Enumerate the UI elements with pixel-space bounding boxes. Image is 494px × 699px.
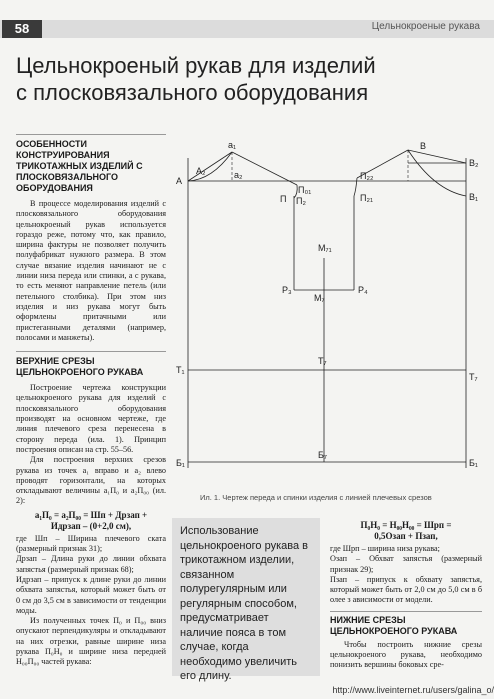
callout-box: Использование цельнокроеного рукава в трикотажном изделии, связанном полурегулярным или регулярным способом, предусматривает наличие пояса в том случае, когда необходимо увеличить его длину. (172, 518, 320, 676)
paragraph: В процессе моделирования изделий с плосковязального оборудования цельнокроеный рукав используется гораздо реже, потому что, как правило, ширина фактуры не позволяет получить полуфабрикат нужного размера. В этом случае вязание изделия начинают не с линии низа переда или спинки, а с рукава, то есть меняют направление петель (или петельного столбика). При этом низ изделия и низ рукава могут быть оформлены притачными или пристеганными деталями (например, полосами и манжеты). (16, 199, 166, 342)
section-body-features (16, 199, 166, 343)
title-line-1: Цельнокроеный рукав для изделий (16, 53, 376, 78)
label-a2: а₂ (234, 170, 243, 180)
label-T7: Т₇ (469, 372, 478, 382)
divider (330, 611, 482, 612)
label-P01: П₀₁ (298, 185, 312, 195)
page-number: 58 (2, 20, 42, 38)
section-body-lower-cuts (330, 640, 482, 671)
section-heading-features: ОСОБЕННОСТИ КОНСТРУИРОВАНИЯ ТРИКОТАЖНЫХ ИЗДЕЛИЙ С ПЛОСКОВЯЗАЛЬНОГО ОБОРУДОВАНИЯ (16, 139, 143, 193)
section-heading-lower-cuts: НИЖНИЕ СРЕЗЫ ЦЕЛЬНОКРОЕНОГО РУКАВА (330, 614, 458, 636)
definition: Дрзап – Длина руки до линии обхвата запястья (размерный признак 68); (16, 554, 166, 574)
title-line-2: с плосковязального оборудования (16, 80, 369, 105)
label-P3: Р₃ (282, 285, 292, 295)
label-a1: а₁ (228, 140, 237, 150)
formula-line-2: Идрзап – (0+2,0 см), (50, 520, 132, 531)
label-P: П (280, 194, 287, 204)
left-column (16, 134, 166, 668)
definition: где Шп – Ширина плечевого ската (размерный признак 31); (16, 533, 166, 554)
formula-line-2: 0,5Озап + Пзап, (374, 531, 438, 541)
label-T1: Т₁ (176, 365, 185, 375)
formula (16, 510, 166, 532)
label-P2: П₂ (296, 196, 306, 206)
running-title: Цельнокроеные рукава (371, 21, 480, 32)
label-A2: А₂ (196, 166, 206, 176)
page-title (16, 52, 486, 106)
right-column (330, 520, 482, 671)
label-M7: М₇ (314, 293, 325, 303)
divider (16, 351, 166, 352)
definitions (330, 544, 482, 606)
formula-line-1: П₀Н₀ = Н₀₀Н₀₀ = Шрп = (360, 520, 452, 530)
formula (330, 520, 482, 542)
label-B1: В₁ (469, 192, 479, 202)
label-P4: Р₄ (358, 285, 368, 295)
paragraph: Построение чертежа конструкции цельнокроеного рукава для изделий с плосковязального оборудования производят на основном чертеже, где линия плечевого среза перенесена в сторону переда (ила. 1). Принцип построения описан на стр. 55–56. (16, 383, 166, 454)
section-heading-upper-cuts: ВЕРХНИЕ СРЕЗЫ ЦЕЛЬНОКРОЕНОГО РУКАВА (16, 356, 144, 378)
label-B1-left: Б₁ (176, 458, 185, 468)
formula-line-1: а₁П₀ = а₂П₀₀ = Шп + Дрзап + (34, 509, 148, 520)
divider (16, 134, 166, 135)
label-P21: П₂₁ (360, 193, 373, 203)
section-body-upper-cuts (16, 383, 166, 507)
label-M71: М₇₁ (318, 243, 332, 253)
pattern-drawing (172, 138, 488, 490)
definition: Пзап – припуск к обхвату запястья, который может быть от 2,0 см до 5,0 см в б олее з ависимости от модели. (330, 574, 482, 605)
source-url: http://www.liveinternet.ru/users/galina_o/ (332, 685, 494, 695)
paragraph: Из полученных точек П₀ и П₀₀ вниз опускают перпендикуляры и откладывают на них отрезки, равные ширине низа рукава П₀Н₀ и ширине низа передней Н₀₀П₀₀ частей рукава: (16, 616, 166, 667)
label-B1-right: Б₁ (469, 458, 478, 468)
definition: где Шрп – ширина низа рукава; (330, 544, 440, 553)
paragraph: Чтобы построить нижние срезы цельнокроеного рукава, необходимо понизить вершины боковых сре- (330, 639, 482, 670)
definition: Озап – Обхват запястья (размерный признак 29); (330, 554, 482, 574)
definitions (16, 534, 166, 668)
definition: Идрзап – припуск к длине руки до линии обхвата запястья, который может быть от 0 см до 3,5 см в зависимости от тенденции моды. (16, 574, 166, 615)
label-B: В (420, 141, 427, 151)
label-B7: Б₇ (318, 450, 327, 460)
figure-caption: Ил. 1. Чертеж переда и спинки изделия с линией плечевых срезов (200, 493, 432, 502)
label-P22: П₂₂ (360, 171, 374, 181)
label-A: А (176, 176, 183, 186)
label-T7-center: Т₇ (318, 356, 327, 366)
paragraph: Для построения верхних срезов рукава из точек а₁ вправо и а₂ влево проводят горизонтали, на которых откладывают величины а₁П₀ и а₂П₀₀ (ил. 2): (16, 455, 166, 506)
label-B2: В₂ (469, 158, 479, 168)
